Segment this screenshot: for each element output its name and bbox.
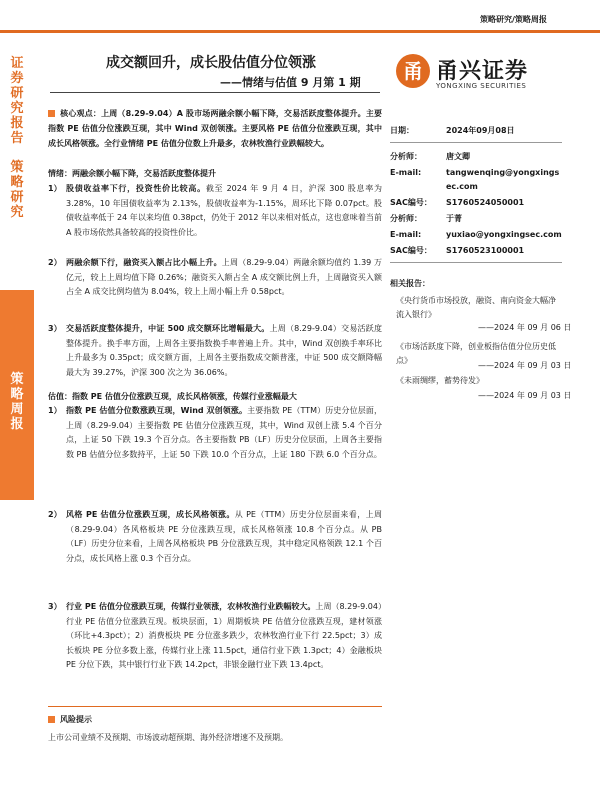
logo-en-text: YONGXING SECURITIES [436, 82, 527, 90]
date-value: 2024年09月08日 [446, 126, 515, 135]
header-divider [0, 30, 600, 33]
email-value[interactable]: tangwenqing@yongxingsec.com [446, 168, 560, 191]
email-label: E-mail: [390, 168, 422, 177]
item-head: 指数 PE 估值分位数涨跌互现，Wind 双创领涨。 [66, 406, 248, 415]
core-text: 上周（8.29-9.04）A 股市场两融余额小幅下降，交易活跃度整体提升。主要指数 PE 估值分位涨跌互现，其中 Wind 双创领涨。主要风格 PE 估值分位涨跌互现，其中成长风格领涨。全行业情绪 PE 估值分位数上升最多，农林牧渔行业跌幅较大。 [48, 109, 383, 148]
related-title: 相关报告： [390, 279, 430, 288]
analyst-label: 分析师： [390, 152, 422, 161]
analyst-label: 分析师： [390, 214, 422, 223]
item-number: 2） [48, 258, 62, 267]
page-title: 成交额回升，成长股估值分位领涨 [106, 55, 316, 71]
list-item [48, 322, 382, 380]
item-head: 两融余额下行，融资买入额占比小幅上升。 [66, 258, 222, 267]
analyst-name: 于菁 [446, 214, 462, 223]
sac-label: SAC编号： [390, 246, 432, 255]
risk-title: 风险提示 [48, 714, 92, 725]
related-report-date: ——2024 年 09 月 03 日 [478, 391, 572, 400]
risk-text: 上市公司业绩不及预期、市场波动超预期、海外经济增速不及预期。 [48, 733, 288, 742]
item-number: 1） [48, 406, 62, 415]
item-head: 风格 PE 估值分位涨跌互现，成长风格领涨。 [66, 510, 235, 519]
info-divider [390, 142, 562, 143]
info-divider [390, 262, 562, 263]
sac-value: S1760524050001 [446, 198, 525, 207]
list-item [48, 600, 382, 673]
item-head: 行业 PE 估值分位涨跌互现，传媒行业领涨，农林牧渔行业跌幅较大。 [66, 602, 316, 611]
related-report-link[interactable]: 《未雨绸缪，蓄势待发》 [396, 376, 484, 385]
list-item [48, 182, 382, 240]
related-report-link[interactable]: 《市场活跃度下降，创业板指估值分位历史低点》 [396, 342, 556, 365]
related-report-date: ——2024 年 09 月 06 日 [478, 323, 572, 332]
list-item [48, 404, 382, 462]
item-number: 2） [48, 510, 62, 519]
item-head: 股债收益率下行，投资性价比较高。 [66, 184, 206, 193]
valuation-heading: 估值：指数 PE 估值分位涨跌互现，成长风格领涨，传媒行业涨幅最大 [48, 392, 297, 401]
item-head: 交易活跃度整体提升，中证 500 成交额环比增幅最大。 [66, 324, 270, 333]
related-report-link[interactable]: 《央行货币市场投放，融资、南向资金大幅净流入银行》 [396, 296, 556, 319]
item-text: 上周（8.29-9.04）交易活跃度整体提升。换手率方面，上周各主要指数换手率普遍上升。其中，Wind 双创换手率环比上升最多为 0.35pct；成交额方面，上周各主要指数成交额普涨，中证 500 成交额降幅最大为 39.27%，沪深 300 次之为 36.06%。 [66, 324, 382, 377]
list-item [48, 256, 382, 300]
sac-label: SAC编号： [390, 198, 432, 207]
item-number: 1） [48, 184, 62, 193]
risk-divider [48, 706, 382, 707]
core-label: 核心观点： [60, 109, 102, 118]
date-label: 日期： [390, 126, 414, 135]
header-tag: 策略研究/策略周报 [480, 15, 547, 24]
sidebar-top-text: 证券研究报告 [10, 56, 24, 146]
sidebar-bottom-text: 策略周报 [10, 372, 24, 432]
item-text: 上周（8.29-9.04）两融余额均值约 1.39 万亿元，较上上周均值下降 0.26%；融资买入额占全 A 成交额比例上升，上周融资买入额占全 A 成交比例均值为 8.04%，较上上周小幅上升 0.58pct。 [66, 258, 382, 296]
item-number: 3） [48, 602, 62, 611]
page-subtitle: ——情绪与估值 9 月第 1 期 [220, 76, 361, 89]
sidebar-mid-text: 策略研究 [10, 160, 24, 220]
email1-row [390, 166, 562, 196]
logo-cn-text: 甬兴证券 [436, 59, 529, 84]
sac-value: S1760523100001 [446, 246, 525, 255]
list-item [48, 508, 382, 566]
item-text: 从 PE（TTM）历史分位层面来看，上周（8.29-9.04）各风格板块 PE 分位涨跌互现，成长风格领涨 10.8 个百分点。从 PB（LF）历史分位来看，上周各风格板块 PB 分位涨跌互现，其中稳定风格领跌 12.1 个百分点，成长风格上涨 0.3 个百分点。 [66, 510, 382, 563]
item-text: 截至 2024 年 9 月 4 日，沪深 300 股息率为 3.28%，10 年国债收益率为 2.13%，股债收益率为-1.15%，周环比下降 0.07pct。股债收益率低于 24 年以来均值 0.38pct，仍处于 2012 年以来相对低点，这也意味着当前 A 股市场依然具备较高的投资性价比。 [66, 184, 382, 237]
item-text: 主要指数 PE（TTM）历史分位层面，上周（8.29-9.04）主要指数 PE 估值分位涨跌互现，其中，Wind 双创上涨 5.4 个百分点，上证 50 下跌 19.3 个百分点。各主要指数 PB（LF）历史分位层面，上周各主要指数 PB 估值分位多数持平，上证 50 下跌 10.0 个百分点，上证 180 下跌 6.0 个百分点。 [66, 406, 382, 459]
item-number: 3） [48, 324, 62, 333]
email-value[interactable]: yuxiao@yongxingsec.com [446, 230, 562, 239]
bullet-square-icon [48, 716, 55, 723]
bullet-square-icon [48, 110, 55, 117]
sentiment-heading: 情绪：两融余额小幅下降，交易活跃度整体提升 [48, 169, 216, 178]
analyst-name: 唐文卿 [446, 152, 470, 161]
email-label: E-mail: [390, 230, 422, 239]
company-logo [392, 48, 562, 100]
related-report-date: ——2024 年 09 月 03 日 [478, 361, 572, 370]
title-divider [50, 92, 380, 93]
logo-mark-icon: 甬 [396, 54, 430, 88]
core-viewpoint [48, 106, 382, 151]
item-text: 上周（8.29-9.04）行业 PE 估值分位涨跌互现。板块层面，1）周期板块 PE 估值分位涨跌互现，建材领涨（环比+4.3pct）；2）消费板块 PE 分位涨多跌少，农林牧渔行业下行 22.5pct；3）成长板块 PE 分位多数上涨，传媒行业上涨 11.5pct，通信行业下跌 1.3pct；4）金融板块 PE 分位下跌，其中银行行业下跌 14.2pct，非银金融行业下跌 13.4pct。 [66, 602, 382, 669]
